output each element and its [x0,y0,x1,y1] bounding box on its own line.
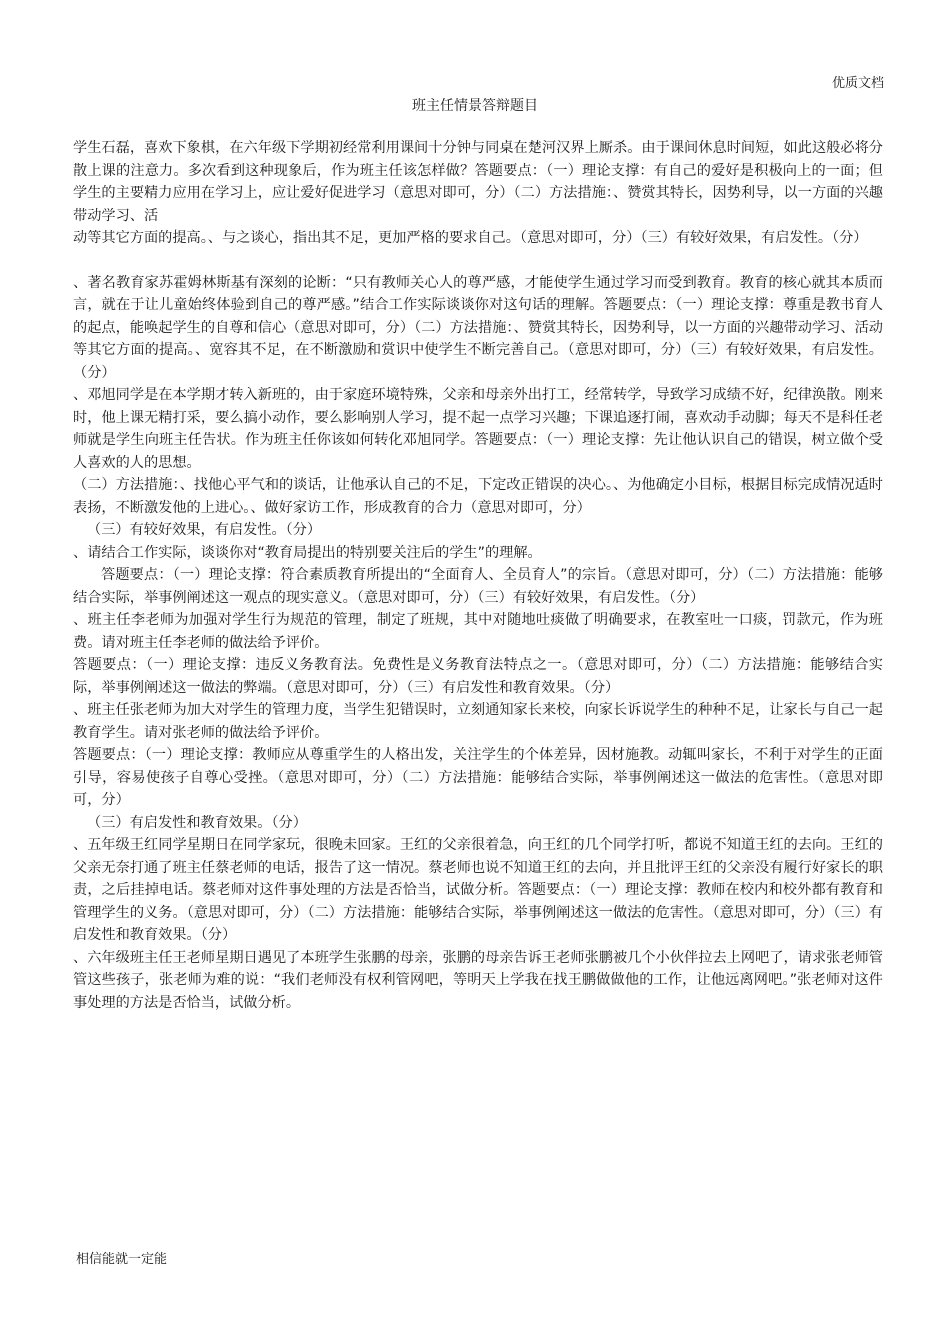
paragraph-q1: 学生石磊，喜欢下象棋，在六年级下学期初经常利用课间十分钟与同桌在楚河汉界上厮杀。由于课间休息时间短，如此这般必将分散上课的注意力。多次看到这种现象后，作为班主任该怎样做？答题要点：（一）理论支撑：有自己的爱好是积极向上的一面；但学生的主要精力应用在学习上，应让爱好促进学习（意思对即可，分）（二）方法措施：、赞赏其特长，因势利导，以一方面的兴趣带动学习、活 [73,140,883,224]
paragraph-q6-effect: （三）有启发性和教育效果。（分） [87,814,307,831]
paragraph-q4: 、请结合工作实际，谈谈你对“教育局提出的特别要关注后的学生”的理解。 [73,544,542,561]
paragraph-q2: 、著名教育家苏霍姆林斯基有深刻的论断：“只有教师关心人的尊严感，才能使学生通过学习而受到教育。教育的核心就其本质而言，就在于让儿童始终体验到自己的尊严感。”结合工作实际谈谈你对这句话的理解。答题要点：（一）理论支撑：尊重是教书育人的起点，能唤起学生的自尊和信心（意思对即可，分）（二）方法措施：、赞赏其特长，因势利导，以一方面的兴趣带动学习、活动等其它方面的提高。、宽容其不足，在不断激励和赏识中使学生不断完善自己。（意思对即可，分）（三）有较好效果，有启发性。（分） [73,274,883,381]
paragraph-q7: 、五年级王红同学星期日在同学家玩，很晚未回家。王红的父亲很着急，向王红的几个同学打听，都说不知道王红的去向。王红的父亲无奈打通了班主任蔡老师的电话，报告了这一情况。蔡老师也说不知道王红的去向，并且批评王红的父亲没有履行好家长的职责，之后挂掉电话。蔡老师对这件事处理的方法是否恰当，试做分析。答题要点：（一）理论支撑：教师在校内和校外都有教育和管理学生的义务。（意思对即可，分）（二）方法措施：能够结合实际，举事例阐述这一做法的危害性。（意思对即可，分）（三）有启发性和教育效果。（分） [73,837,883,943]
paragraph-q6: 、班主任张老师为加大对学生的管理力度，当学生犯错误时，立刻通知家长来校，向家长诉说学生的种种不足，让家长与自己一起教育学生。请对张老师的做法给予评价。 [73,702,883,741]
paragraph-q6-answer: 答题要点：（一）理论支撑：教师应从尊重学生的人格出发，关注学生的个体差异，因材施教。动辄叫家长，不利于对学生的正面引导，容易使孩子自尊心受挫。（意思对即可，分）（二）方法措施：能够结合实际，举事例阐述这一做法的危害性。（意思对即可，分） [73,747,883,808]
paragraph-q3: 、邓旭同学是在本学期才转入新班的，由于家庭环境特殊，父亲和母亲外出打工，经常转学，导致学习成绩不好，纪律涣散。刚来时，他上课无精打采，要么搞小动作，要么影响别人学习，提不起一点学习兴趣；下课追逐打闹，喜欢动手动脚；每天不是科任老师就是学生向班主任告状。作为班主任你该如何转化邓旭同学。答题要点：（一）理论支撑：先让他认识自己的错误，树立做个受人喜欢的人的思想。 [73,387,883,471]
paragraph-q3-methods: （二）方法措施：、找他心平气和的谈话，让他承认自己的不足，下定改正错误的决心。、为他确定小目标，根据目标完成情况适时表扬，不断激发他的上进心。、做好家访工作，形成教育的合力（意思对即可，分） [73,477,883,516]
document-body [73,137,883,1014]
paragraph-q3-effect: （三）有较好效果，有启发性。（分） [87,522,322,538]
paragraph-q1-continued: 动等其它方面的提高。、与之谈心，指出其不足，更加严格的要求自己。（意思对即可，分）（三）有较好效果，有启发性。（分） [73,230,868,246]
header-tag: 优质文档 [832,76,885,91]
paragraph-gap [73,250,883,272]
paragraph-q4-answer: 答题要点：（一）理论支撑：符合素质教育所提出的“全面育人、全员育人”的宗旨。（意思对即可，分）（二）方法措施：能够结合实际，举事例阐述这一观点的现实意义。（意思对即可，分）（三）有较好效果，有启发性。（分） [73,567,883,606]
footer-slogan: 相信能就一定能 [76,1252,168,1267]
document-title: 班主任情景答辩题目 [412,98,538,114]
paragraph-q8: 、六年级班主任王老师星期日遇见了本班学生张鹏的母亲，张鹏的母亲告诉王老师张鹏被几个小伙伴拉去上网吧了，请求张老师管管这些孩子，张老师为难的说：“我们老师没有权利管网吧，等明天上学我在找王鹏做做他的工作，让他远离网吧。”张老师对这件事处理的方法是否恰当，试做分析。 [73,949,883,1011]
paragraph-q5: 、班主任李老师为加强对学生行为规范的管理，制定了班规，其中对随地吐痰做了明确要求，在教室吐一口痰，罚款元，作为班费。请对班主任李老师的做法给予评价。 [73,612,883,651]
paragraph-q5-answer: 答题要点：（一）理论支撑：违反义务教育法。免费性是义务教育法特点之一。（意思对即可，分）（二）方法措施：能够结合实际，举事例阐述这一做法的弊端。（意思对即可，分）（三）有启发性和教育效果。（分） [73,657,883,696]
